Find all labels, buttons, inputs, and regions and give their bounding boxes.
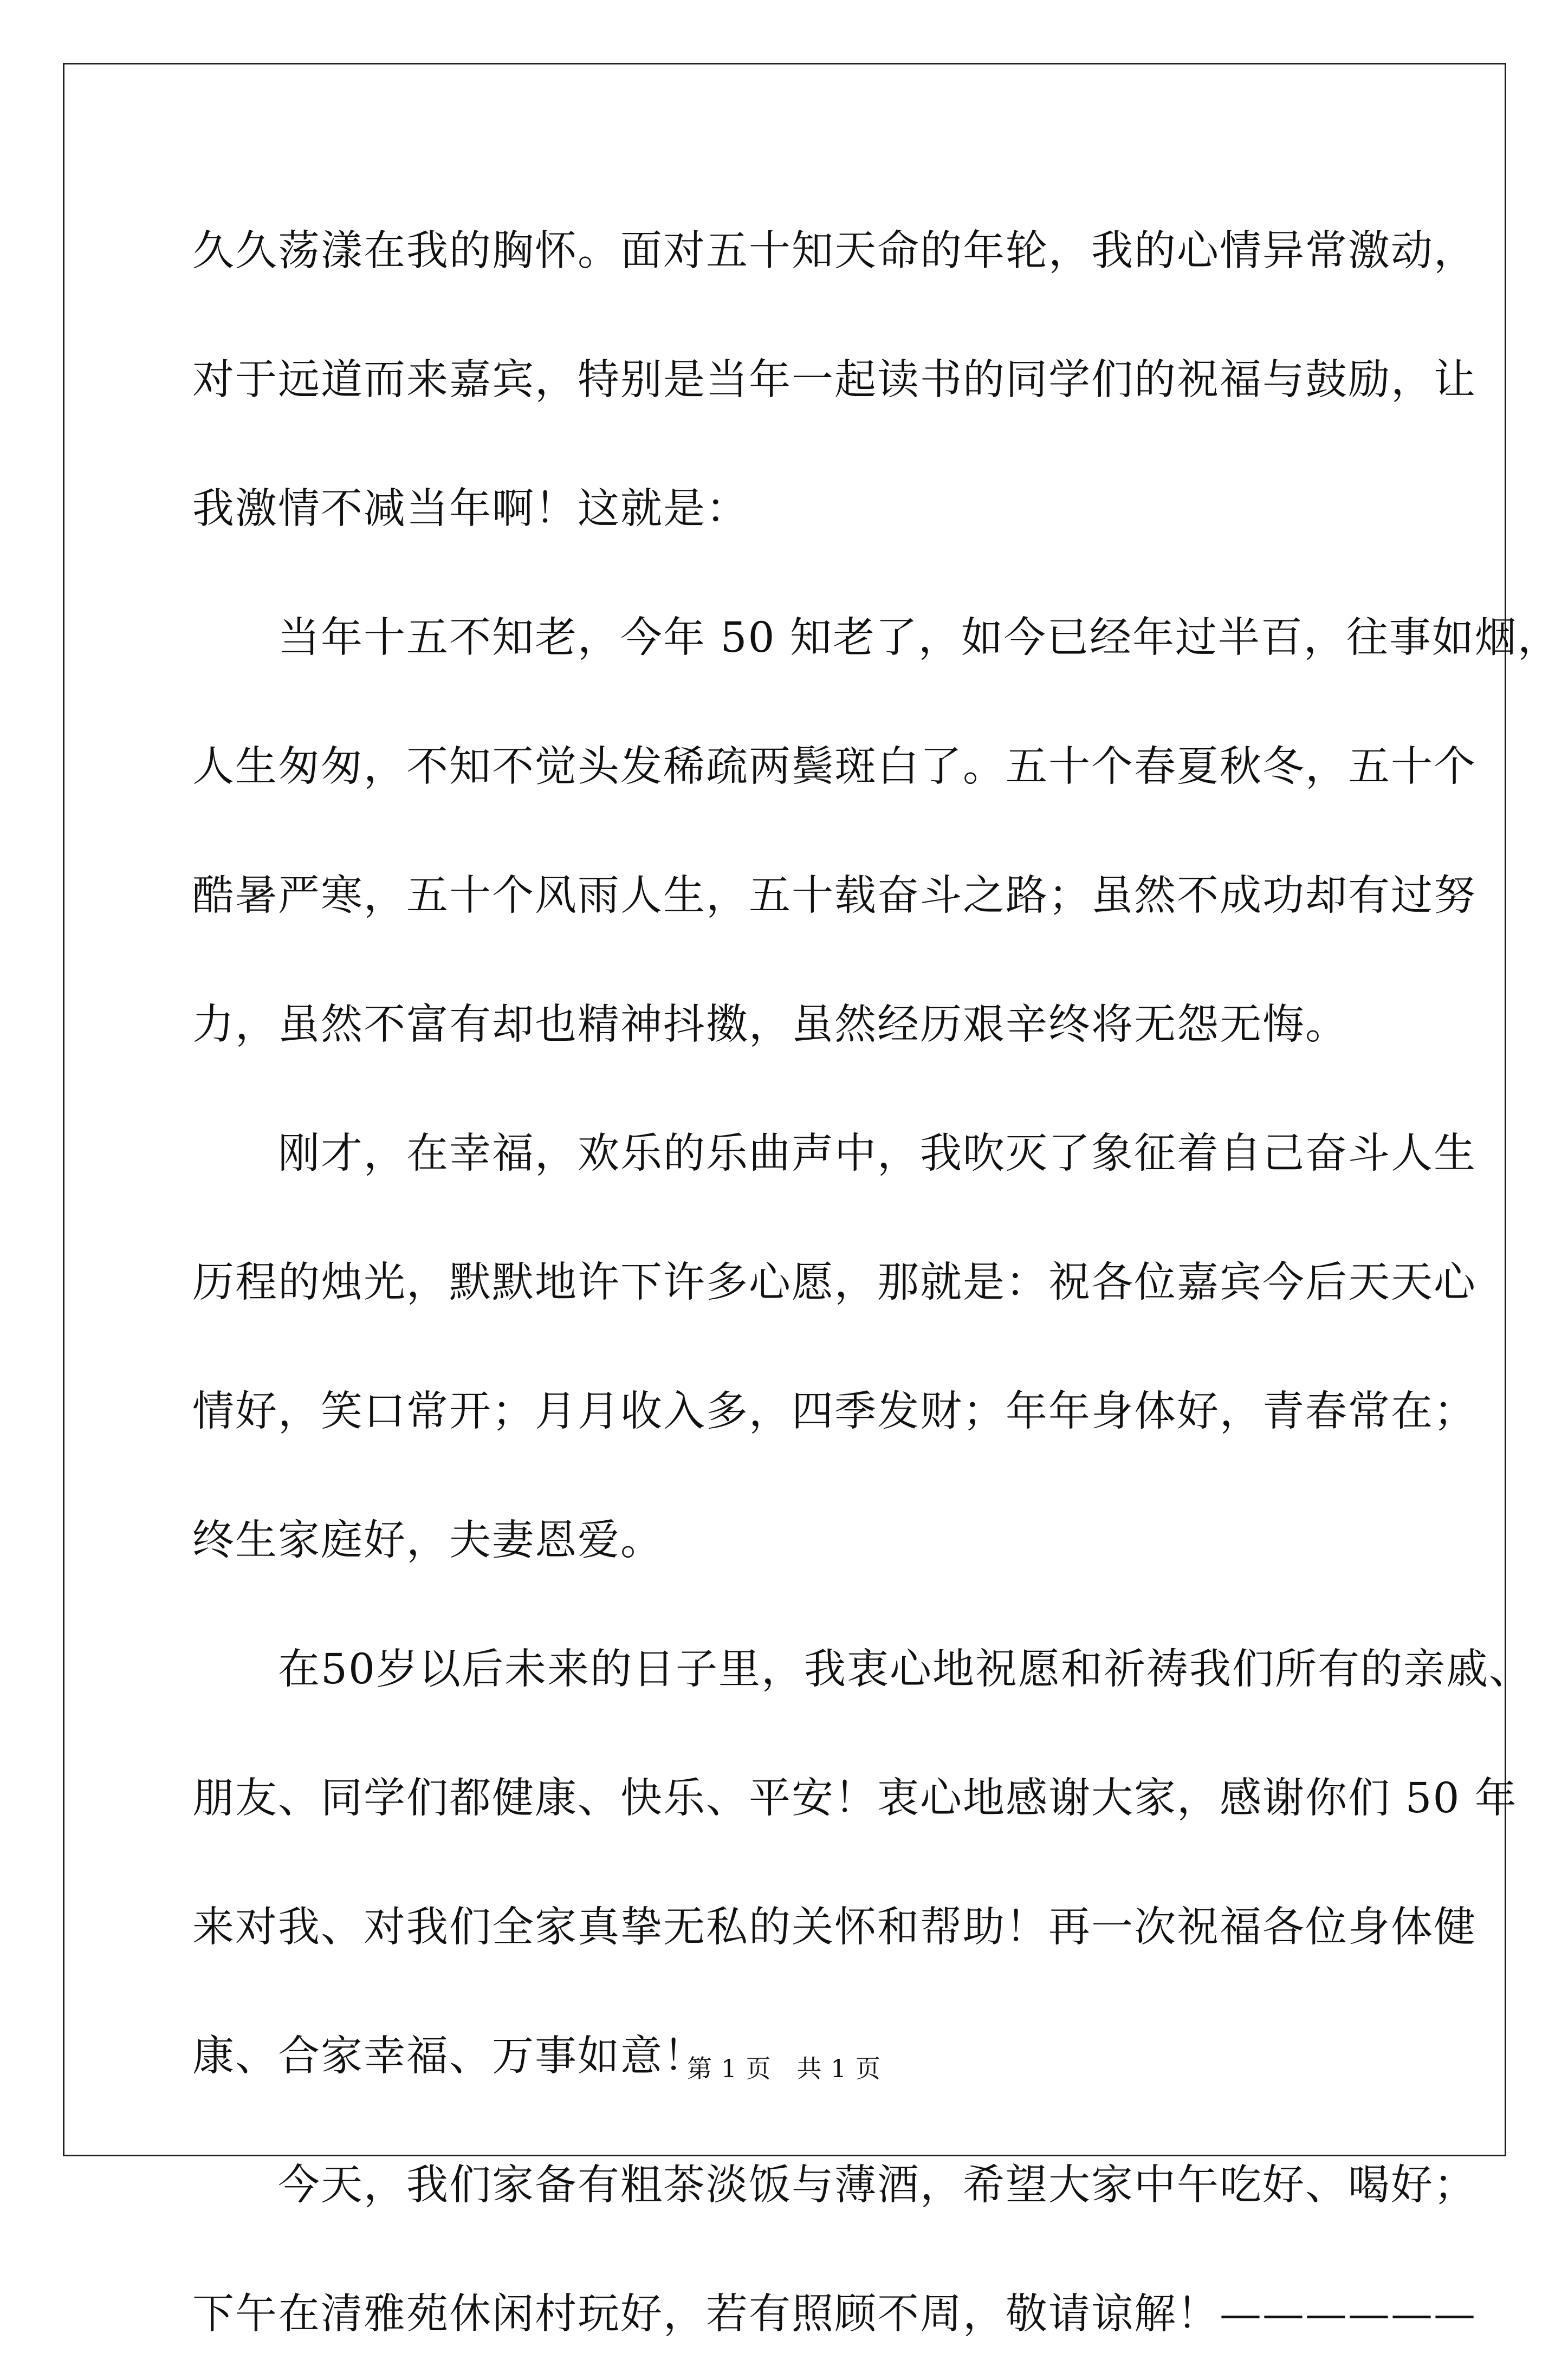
text-line: 当年十五不知老，今年 50 知老了，如今已经年过半百，往事如烟， xyxy=(192,614,1560,662)
dash-rule: —————— xyxy=(1220,2290,1476,2338)
text-line: 人生匆匆，不知不觉头发稀疏两鬓斑白了。五十个春夏秋冬，五十个 xyxy=(192,743,1476,791)
text-line: 在50岁以后未来的日子里，我衷心地祝愿和祈祷我们所有的亲戚、 xyxy=(192,1645,1532,1694)
text-line: 刚才，在幸福，欢乐的乐曲声中，我吹灭了象征着自己奋斗人生 xyxy=(192,1130,1476,1178)
text-line: 对于远道而来嘉宾，特别是当年一起读书的同学们的祝福与鼓励，让 xyxy=(192,356,1476,404)
page-footer: 第 1 页 共 1 页 xyxy=(687,2054,881,2083)
text-line: 酷暑严寒，五十个风雨人生，五十载奋斗之路；虽然不成功却有过努 xyxy=(192,872,1476,920)
text-line-content: 下午在清雅苑休闲村玩好，若有照顾不周，敬请谅解！ xyxy=(192,2290,1220,2338)
text-line: 康、合家幸福、万事如意！ xyxy=(192,2032,706,2080)
text-line: 力，虽然不富有却也精神抖擞，虽然经历艰辛终将无怨无悔。 xyxy=(192,1001,1348,1049)
text-line: 来对我、对我们全家真挚无私的关怀和帮助！再一次祝福各位身体健 xyxy=(192,1903,1476,1952)
text-line: 我激情不减当年啊！这就是： xyxy=(192,485,749,533)
text-line: 历程的烛光，默默地许下许多心愿，那就是：祝各位嘉宾今后天天心 xyxy=(192,1259,1476,1307)
text-line xyxy=(192,2250,1476,2379)
text-line: 久久荡漾在我的胸怀。面对五十知天命的年轮，我的心情异常激动， xyxy=(192,227,1476,275)
text-line: 今天，我们家备有粗茶淡饭与薄酒，希望大家中午吃好、喝好； xyxy=(192,2161,1476,2209)
document-body xyxy=(192,187,1560,2379)
text-line: 终生家庭好，夫妻恩爱。 xyxy=(192,1516,663,1565)
text-line: 情好，笑口常开；月月收入多，四季发财；年年身体好，青春常在； xyxy=(192,1388,1476,1436)
text-line: 朋友、同学们都健康、快乐、平安！衷心地感谢大家，感谢你们 50 年 xyxy=(192,1774,1518,1823)
